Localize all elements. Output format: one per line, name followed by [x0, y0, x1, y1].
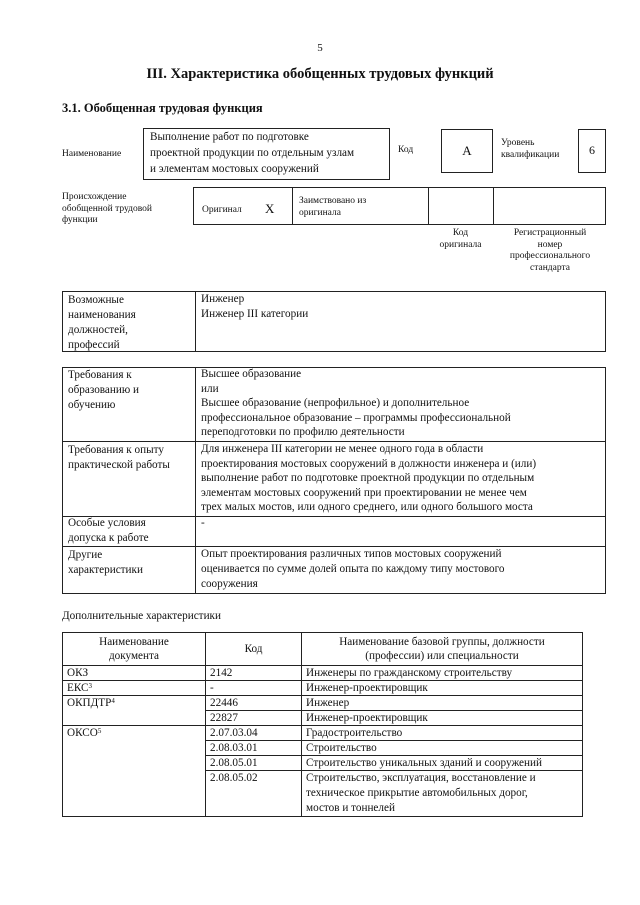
header-name: Наименование базовой группы, должности (профессии) или специальности: [302, 633, 583, 666]
positions-values: Инженер Инженер III категории: [201, 293, 309, 320]
other-characteristics-label: Другие характеристики: [68, 549, 143, 576]
section-title: III. Характеристика обобщенных трудовых функций: [146, 66, 494, 82]
positions-table: [62, 291, 606, 352]
table-row: ОКПДТР$^4$ 22446 Инженер: [63, 696, 583, 711]
table-header-row: [63, 633, 583, 666]
table-row: ОКСО$^5$ 2.07.03.04 Градостроительство: [63, 726, 583, 741]
other-characteristics-value: Опыт проектирования различных типов мостовых сооружений оценивается по сумме долей опыта по каждому типу мостового сооружения: [201, 548, 505, 590]
additional-title: Дополнительные характеристики: [62, 610, 221, 622]
special-conditions-label: Особые условия допуска к работе: [68, 517, 149, 544]
additional-characteristics-table: [62, 632, 583, 817]
education-value: Высшее образование или Высшее образование (непрофильное) и дополнительное профессиональное образование – программы профессиональной переподготовки по профилю деятельности: [201, 368, 511, 438]
experience-value: Для инженера III категории не менее одного года в области проектирования мостовых сооружений в должности инженера и (или) выполнение работ по подготовке проектной продукции по отдельным элементам мостовых сооружений при проектировании не менее чем трех малых мостов, или одного среднего, или одного большого моста: [201, 443, 537, 513]
original-label: Оригинал: [202, 205, 242, 215]
subsection-title: 3.1. Обобщенная трудовая функция: [62, 101, 263, 115]
table-row: 2.08.05.01 Строительство уникальных зданий и сооружений: [63, 756, 583, 771]
table-row: ОКЗ 2142 Инженеры по гражданскому строительству: [63, 666, 583, 681]
borrowed-label: Заимствовано из оригинала: [299, 196, 367, 218]
origin-label: Происхождение обобщенной трудовой функции: [62, 192, 152, 225]
table-row: 22827 Инженер-проектировщик: [63, 711, 583, 726]
page-number: 5: [317, 42, 323, 54]
positions-label: Возможные наименования должностей, профессий: [68, 294, 136, 351]
header-code: Код: [206, 633, 302, 666]
name-label: Наименование: [62, 149, 122, 159]
level-value: 6: [589, 143, 595, 157]
original-mark: X: [265, 201, 275, 216]
table-row: 2.08.05.02 Строительство, эксплуатация, восстановление и техническое прикрытие автомобильных дорог, мостов и тоннелей: [63, 771, 583, 817]
code-label: Код: [398, 145, 414, 155]
header-doc: Наименование документа: [63, 633, 206, 666]
table-row: ЕКС$^3$ - Инженер-проектировщик: [63, 681, 583, 696]
code-value: А: [462, 143, 472, 158]
origin-grid: [193, 187, 606, 225]
name-value: Выполнение работ по подготовке проектной продукции по отдельным узлам и элементам мостовых сооружений: [150, 131, 355, 175]
experience-label: Требования к опыту практической работы: [68, 444, 170, 471]
original-code-caption: Код оригинала: [439, 228, 482, 250]
level-label: Уровень квалификации: [501, 138, 560, 160]
table-row: 2.08.03.01 Строительство: [63, 741, 583, 756]
special-conditions-value: -: [201, 517, 205, 529]
registration-number-caption: Регистрационный номер профессионального стандарта: [509, 228, 591, 273]
education-label: Требования к образованию и обучению: [68, 369, 140, 411]
